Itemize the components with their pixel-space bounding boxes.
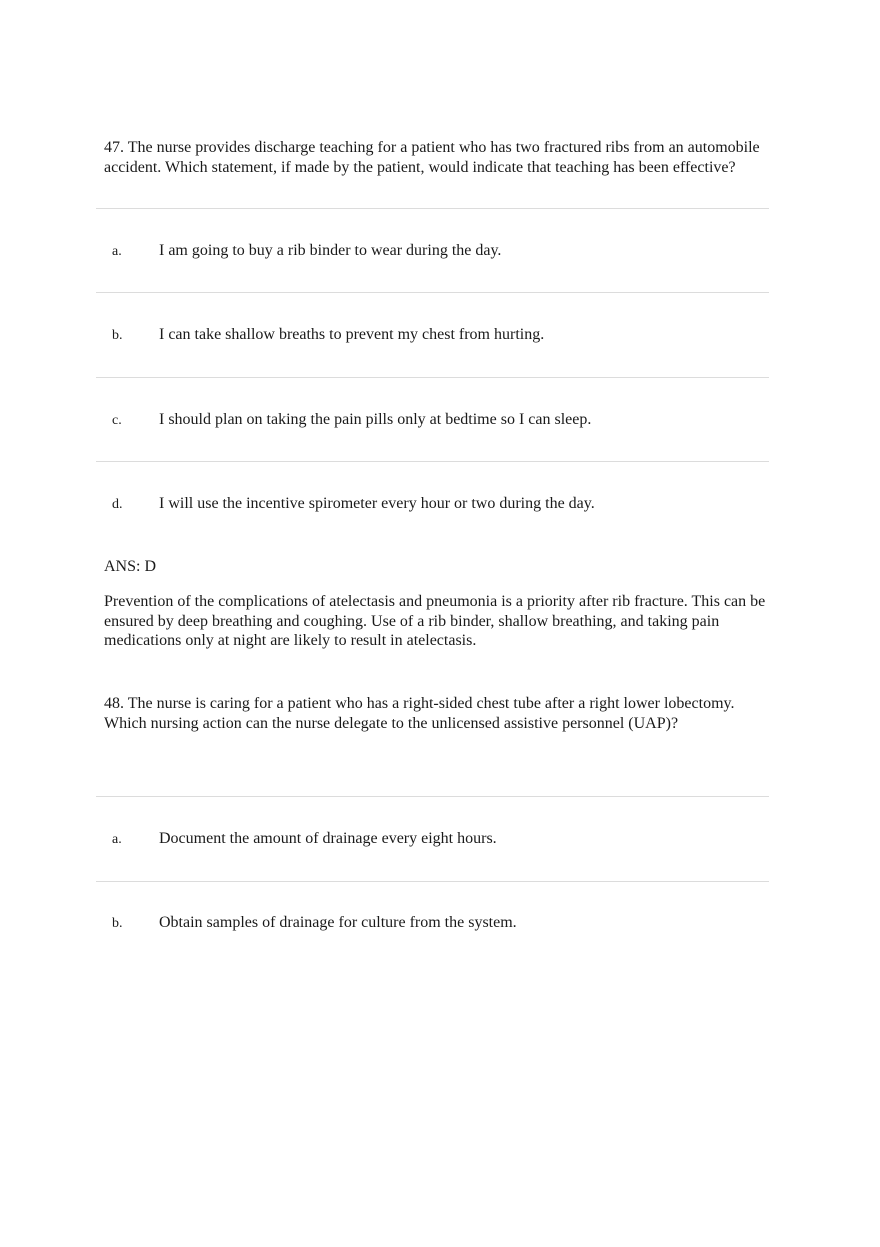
option-letter: a. (112, 832, 122, 847)
option-letter: c. (112, 413, 122, 428)
question-47-option-c (0, 411, 880, 433)
option-text: Obtain samples of drainage for culture from the system. (159, 914, 517, 931)
divider (96, 377, 769, 378)
divider (96, 461, 769, 462)
question-48-stem: 48. The nurse is caring for a patient who has a right-sided chest tube after a right lower lobectomy. Which nursing action can the nurse delegate to the unlicensed assistive personnel (UAP)? (104, 695, 735, 732)
option-text: I will use the incentive spirometer every hour or two during the day. (159, 495, 595, 512)
option-letter: a. (112, 244, 122, 259)
divider (96, 208, 769, 209)
divider (96, 796, 769, 797)
rationale-text: Prevention of the complications of atelectasis and pneumonia is a priority after rib fracture. This can be ensured by deep breathing and coughing. Use of a rib binder, shallow breathing, and taking pain medications only at night are likely to result in atelectasis. (104, 593, 766, 649)
question-47-stem: 47. The nurse provides discharge teaching for a patient who has two fractured ribs from an automobile accident. Which statement, if made by the patient, would indicate that teaching has been effective? (104, 139, 760, 176)
question-48-option-a (0, 830, 880, 852)
divider (96, 881, 769, 882)
question-48-option-b (0, 914, 880, 936)
option-text: I can take shallow breaths to prevent my chest from hurting. (159, 326, 545, 343)
option-letter: d. (112, 497, 123, 512)
answer-key: ANS: D (104, 558, 157, 575)
option-letter: b. (112, 916, 123, 931)
question-47-option-d (0, 495, 880, 517)
option-text: I should plan on taking the pain pills only at bedtime so I can sleep. (159, 411, 592, 428)
option-text: Document the amount of drainage every eight hours. (159, 830, 497, 847)
divider (96, 292, 769, 293)
question-47-option-a (0, 242, 880, 264)
question-47-option-b (0, 326, 880, 348)
option-letter: b. (112, 328, 123, 343)
option-text: I am going to buy a rib binder to wear during the day. (159, 242, 502, 259)
